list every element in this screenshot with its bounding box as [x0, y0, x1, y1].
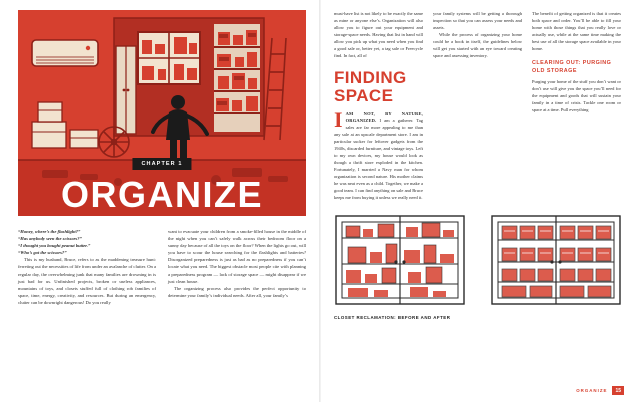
quote-line-1: “Honey, where’s the flashlight?” — [18, 229, 81, 234]
left-column-1 — [18, 228, 156, 306]
chapter-title: ORGANIZE — [60, 174, 263, 215]
subheading-clearing-out: CLEARING OUT: PURGING OLD STORAGE — [532, 60, 612, 74]
chapter-label: CHAPTER 1 — [132, 158, 191, 170]
right-page-columns — [334, 10, 622, 206]
right-col2-continued-paragraph-1: your family systems will be getting a thorough inspection so that you can assess your needs and assets. — [433, 11, 522, 30]
right-col2-continued-paragraph-2: While the process of organizing your home could be a book in itself, the guidelines below will get you started with an eye toward creating space and assessing inventory. — [433, 32, 522, 58]
left-col1-paragraph-1: This is my husband, Bruce, refers to as the maddening treasure hunt: ferreting out the necessities of life from under an avalanche of clutter. On a regular day, the overwhelming junk that many families are drowning in is just bad for us. Unfinished projects, broken or useless appliances, mountains of toys, and closets stuffed full of clothing rob families of space, time, energy, creativity, and resources. But during an emergency, clutter can be downright dangerous! Do you really — [18, 257, 157, 305]
right-page — [320, 0, 640, 402]
drop-cap: I — [334, 107, 343, 132]
quote-line-3: “I thought you bought peanut butter.” — [18, 243, 91, 249]
left-col2-paragraph-1: want to evacuate your children from a smoke-filled house in the middle of the night when you can’t safely walk across their bedroom floor on a sunny day because of all the toys on the floor? When the lights go out, will you have to scour the house searching for the flashlights and batteries? Disorganized preparedness is just as bad as no preparedness if you can’t locate what you need. The biggest obstacle most people cite with planning a preparedness program — lack of storage space — might disappear if we just clean house. — [168, 229, 306, 284]
footer-page-number: 15 — [612, 386, 624, 395]
quote-line-4: “Who’s got the scissors?” — [18, 250, 67, 256]
left-col2-paragraph-2: The organizing process also provides the perfect opportunity to determine your family’s individual needs. After all, your family’s — [168, 285, 306, 298]
before-cluttered-closet — [336, 216, 464, 304]
right-col3-paragraph-1: The benefit of getting organized is that it creates both space and order. You’ll be able to fill your home with those things that you really love or actually use, while at the same time making the best use of all the storage space available in your home. — [532, 11, 621, 51]
footer-chapter-label: ORGANIZE — [576, 388, 608, 393]
left-page-columns — [18, 228, 306, 306]
section-heading-finding-space: FINDING SPACE — [334, 68, 407, 105]
right-col3-paragraph-2: Purging your home of the stuff you don’t want or don’t use will give you the space you’ll need for the equipment and goods that will sustain your family in a time of crisis. Tackle one room or space at a time. Pull everything — [532, 79, 621, 112]
page-gutter — [319, 0, 321, 402]
right-column-3 — [532, 10, 621, 206]
closet-reclamation-figure — [334, 214, 622, 320]
right-col1-lead-paragraph — [334, 107, 424, 201]
closet-before-after-svg — [334, 214, 622, 306]
right-col1-continued-paragraph: must-have list is not likely to be exactly the same as mine or anyone else’s. Organization will also allow you to figure out your equipment and storage-space needs. Having that list in hand will allow you pick up what you need when you find a good sale or, better yet, a tag sale or Freecycle find. In fact, all of — [334, 11, 423, 58]
lead-paragraph-text: I am a gatherer. Tag sales are far more appealing to me than any sale at an upscale department store. I am in particular sucker for leftover gadgets from the 1940s, discarded furniture, and vintage toys. Left to my own devices, my house would look as though a thrift store exploded in the kitchen. Fortunately, I married a Navy man for whom organization is second nature. His mother claims he was neat even as a child. Together, we make a good team. I can find anything on sale and Bruce keeps me from buying it unless we really need it. — [334, 118, 424, 200]
right-column-2 — [433, 10, 522, 206]
lead-in-caps: AM NOT, BY NATURE, ORGANIZED. — [345, 111, 423, 123]
page-footer — [576, 386, 624, 395]
chapter-opener-illustration — [18, 10, 306, 216]
left-column-2 — [168, 228, 306, 306]
right-column-1 — [334, 10, 423, 206]
after-organized-closet — [492, 216, 620, 304]
figure-caption: CLOSET RECLAMATION: BEFORE AND AFTER — [334, 314, 451, 320]
quote-line-2: “Has anybody seen the scissors?” — [18, 236, 82, 242]
